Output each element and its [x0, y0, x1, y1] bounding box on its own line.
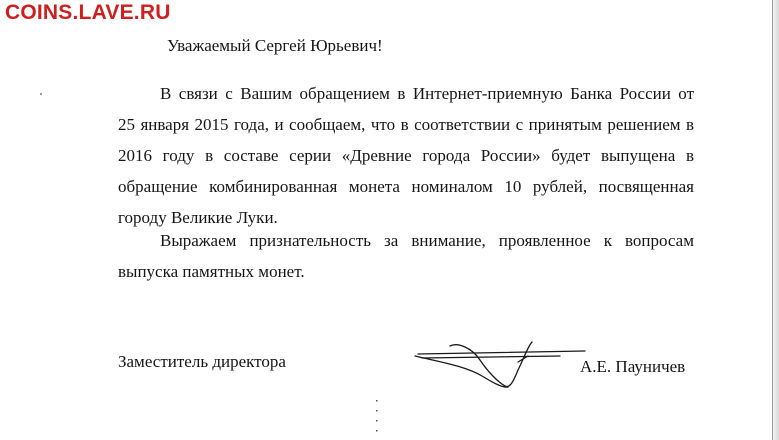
- paragraph-1-line-4: обращение комбинированная монета номиналом 10 рублей, посвященная: [118, 177, 694, 196]
- paragraph-2-line-1: Выражаем признательность за внимание, проявленное к вопросам: [160, 231, 694, 250]
- scan-speck: [40, 93, 42, 95]
- letter-salutation: Уважаемый Сергей Юрьевич!: [167, 36, 383, 55]
- page-shadow: [773, 0, 779, 440]
- signatory-title: Заместитель директора: [118, 352, 286, 371]
- letter-paragraph-2: [118, 225, 694, 287]
- signatory-name: А.Е. Пауничев: [580, 357, 686, 376]
- handwritten-signature: [410, 332, 595, 394]
- paragraph-1-line-2: 25 января 2015 года, и сообщаем, что в соответствии с принятым решением в: [118, 115, 694, 134]
- letter-paragraph-1: [118, 78, 694, 233]
- paragraph-1-line-3: 2016 году в составе серии «Древние города России» будет выпущена в: [118, 146, 694, 165]
- scan-dots: [374, 398, 380, 438]
- paragraph-1-line-1: В связи с Вашим обращением в Интернет-приемную Банка России от: [160, 84, 694, 103]
- paragraph-1-line-5: городу Великие Луки.: [118, 208, 278, 227]
- paragraph-2-line-2: выпуска памятных монет.: [118, 262, 305, 281]
- site-watermark: COINS.LAVE.RU: [5, 1, 171, 24]
